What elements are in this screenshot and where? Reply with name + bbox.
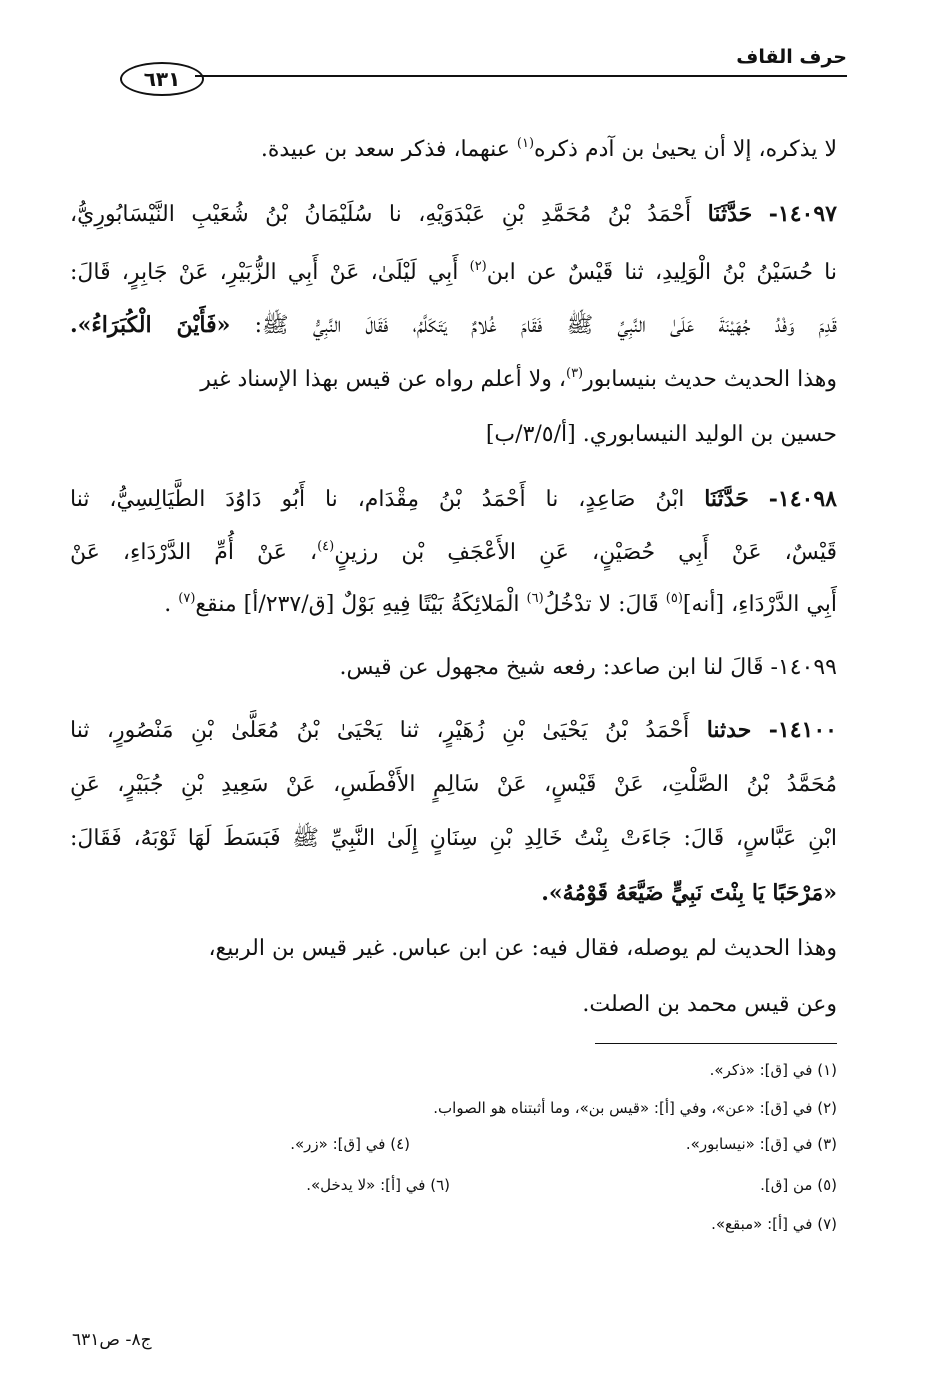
footnote-ref: (٧) [178, 591, 196, 606]
footnote-ref: (١) [516, 136, 535, 151]
header-rule [195, 75, 847, 77]
hadith-14099: ١٤٠٩٩- قَالَ لنا ابن صاعد: رفعه شيخ مجهول عن قيس. [339, 655, 837, 680]
text-line: وهذا الحديث حديث بنيسابور$^{(٣)}$، ولا أعلم رواه عن قيس بهذا الإسناد غير [200, 366, 837, 392]
hadith-14097-line-2: نا حُسَيْنُ بْنُ الْوَلِيدِ، ثنا قَيْسٌ عن ابن$^{(٢)}$ أَبِي لَيْلَىٰ، عَنْ أَبِي الزُّبَيْرِ، عَنْ جَابِرٍ، قَالَ: [70, 259, 837, 285]
footnote-ref: (٥) [665, 591, 683, 606]
page-number: ٦٣١ [120, 62, 204, 96]
hadith-14097-line-1: ١٤٠٩٧- حَدَّثَنَا أَحْمَدُ بْنُ مُحَمَّدِ بْنِ عَبْدَوَيْهِ، نا سُلَيْمَانُ بْنُ شُعَيْبِ النَّيْسَابُورِيُّ، [70, 201, 837, 227]
text-line: حسين بن الوليد النيسابوري. [أ/٣/٥/ب] [485, 422, 837, 447]
footnote-rule [595, 1043, 837, 1044]
hadith-opening: حدثنا [706, 717, 752, 743]
footnote-7: (٧) في [أ]: «مبقع». [711, 1215, 837, 1233]
hadith-number: ١٤٠٩٨- [768, 486, 837, 512]
hadith-14098-line-2: قَيْسٌ، عَنْ أَبِي حُصَيْنٍ، عَنِ الأَعْجَفِ بْن رزينٍ$^{(٤)}$، عَنْ أُمِّ الدَّرْدَاءِ، عَنْ [70, 539, 837, 565]
volume-page-ref: ج٨- ص٦٣١ [72, 1330, 152, 1350]
hadith-14098-line-3: أَبِي الدَّرْدَاءِ، [أنه]$^{(٥)}$ قَالَ: لا تدْخُلُ$^{(٦)}$ الْمَلائِكَةُ بَيْتًا فِيهِ بَوْلٌ [ق/٢٣٧/أ] منقع$^{(٧)}$ . [164, 591, 837, 617]
hadith-opening: حَدَّثَنَا [707, 201, 753, 227]
text-line: لا يذكره، إلا أن يحيىٰ بن آدم ذكره$^{(١)}$ عنهما، فذكر سعد بن عبيدة. [260, 136, 837, 162]
footnote-ref: (٦) [526, 591, 544, 606]
hadith-14100-line-2: مُحَمَّدُ بْنُ الصَّلْتِ، عَنْ قَيْسٍ، عَنْ سَالِمٍ الأَفْطَسِ، عَنْ سَعِيدِ بْنِ جُبَيْرٍ، عَنِ [70, 772, 837, 797]
hadith-14100-line-3: ابْنِ عَبَّاسٍ، قَالَ: جَاءَتْ بِنْتُ خَالِدِ بْنِ سِنَانٍ إِلَىٰ النَّبِيِّ ﷺ فَبَسَطَ لَهَا ثَوْبَهُ، فَقَالَ: [70, 826, 837, 851]
hadith-number: ١٤١٠٠- [768, 717, 837, 743]
hadith-14097-line-3: قَدِمَ وَفْدُ جُهَيْنَةَ عَلَىٰ النَّبِيِّ ﷺ فَقَامَ غُلامٌ يَتَكَلَّمُ، فَقَالَ النَّبِيُّ ﷺ: «فَأَيْنَ الْكُبَرَاءُ». [70, 312, 837, 338]
hadith-quote: «فَأَيْنَ الْكُبَرَاءُ». [70, 312, 231, 338]
footnote-5: (٥) من [ق]. [760, 1176, 837, 1194]
hadith-14098-line-1: ١٤٠٩٨- حَدَّثَنَا ابْنُ صَاعِدٍ، نا أَحْمَدُ بْنُ مِقْدَام، نا أَبُو دَاوُدَ الطَّيَالِسِيُّ، ثنا [70, 486, 837, 512]
footnote-6: (٦) في [أ]: «لا يدخل». [306, 1176, 450, 1194]
footnote-4: (٤) في [ق]: «زر». [290, 1135, 410, 1153]
text-line: وعن قيس محمد بن الصلت. [582, 992, 837, 1017]
hadith-quote: «مَرْحَبًا يَا بِنْتَ نَبِيٍّ ضَيَّعَهُ قَوْمُهُ». [541, 880, 837, 906]
footnote-2: (٢) في [ق]: «عن»، وفي [أ]: «قيس بن»، وما أثبتناه هو الصواب. [433, 1099, 837, 1117]
chapter-title: حرف القاف [736, 46, 847, 68]
footnote-3: (٣) في [ق]: «نيسابور». [685, 1135, 837, 1153]
footnote-ref: (٤) [317, 539, 335, 554]
footnote-ref: (٣) [565, 366, 584, 381]
footnote-ref: (٢) [469, 259, 487, 274]
hadith-14100-line-1: ١٤١٠٠- حدثنا أَحْمَدُ بْنُ يَحْيَىٰ بْنِ زُهَيْرٍ، ثنا يَحْيَىٰ بْنُ مُعَلَّىٰ بْنِ مَنْصُورٍ، ثنا [70, 717, 837, 743]
text-line: وهذا الحديث لم يوصله، فقال فيه: عن ابن عباس. غير قيس بن الربيع، [208, 936, 837, 961]
footnote-1: (١) في [ق]: «ذكر». [709, 1061, 837, 1079]
hadith-opening: حَدَّثَنَا [704, 486, 749, 512]
hadith-number: ١٤٠٩٧- [768, 201, 837, 227]
